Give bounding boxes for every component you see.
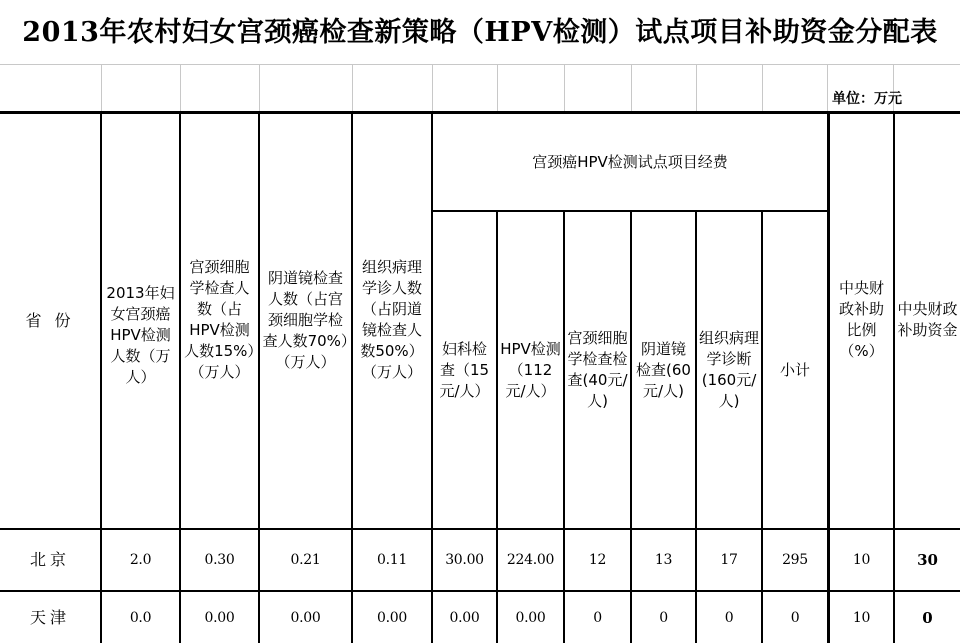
table-cell: 17 (720, 552, 738, 568)
header-colposcopy-count: 阴道镜检查人数（占宫颈细胞学检查人数70%）（万人） (262, 268, 349, 371)
table-cell: 0.00 (449, 609, 480, 626)
header-cytology-count: 宫颈细胞学检查人数（占HPV检测人数15%）（万人） (184, 258, 255, 381)
table-cell: 0.00 (204, 609, 235, 626)
table-cell: 12 (588, 552, 607, 568)
sheet-row-divider (0, 64, 960, 65)
sheet-col-divider (762, 64, 763, 112)
table-cell: 0 (724, 609, 734, 626)
header-gyn-exam: 妇科检查（15元/人） (439, 339, 490, 400)
table-cell: 295 (782, 552, 808, 568)
table-cell: 0.11 (377, 552, 407, 568)
table-cell: 0 (593, 609, 602, 626)
header-colposcopy-exam: 阴道镜检查(60元/人) (636, 339, 691, 400)
sheet-col-divider (259, 64, 260, 112)
header-hpv-count: 2013年妇女宫颈癌HPV检测人数（万人） (106, 283, 175, 386)
header-central-ratio: 中央财政补助比例（%） (838, 279, 884, 360)
table-cell: 224.00 (506, 552, 555, 568)
table-cell: 0 (659, 609, 668, 626)
sheet-col-divider (564, 64, 565, 112)
header-central-funds: 中央财政补助资金 (897, 300, 958, 339)
header-cytology-exam: 宫颈细胞学检查检查(40元/人) (567, 329, 628, 410)
table-cell: 30.00 (445, 552, 484, 568)
unit-label: 单位：万元 (832, 91, 902, 107)
page-title: 2013年农村妇女宫颈癌检查新策略（HPV检测）试点项目补助资金分配表 (22, 17, 938, 48)
sheet-col-divider (432, 64, 433, 112)
table-cell: 0.00 (290, 609, 321, 626)
sheet-col-divider (827, 64, 828, 112)
table-cell: 0.0 (129, 609, 152, 626)
header-pathology-diag: 组织病理学诊断(160元/人) (699, 329, 760, 410)
table-cell: 0.00 (377, 609, 407, 626)
header-province: 省 份 (25, 310, 75, 330)
sheet-col-divider (631, 64, 632, 112)
header-funding-group: 宫颈癌HPV检测试点项目经费 (532, 152, 728, 171)
table-cell: 0 (790, 609, 800, 626)
header-hpv-test: HPV检测（112元/人） (500, 339, 561, 400)
table-cell: 10 (852, 609, 871, 626)
table-cell: 10 (852, 552, 871, 568)
sheet-col-divider (101, 64, 102, 112)
table-cell: 2.0 (129, 552, 152, 568)
table-cell: 0.00 (515, 609, 546, 626)
table-cell: 13 (654, 552, 673, 568)
table-row-province: 天津 (29, 607, 70, 627)
sheet-col-divider (696, 64, 697, 112)
header-pathology-count: 组织病理学诊人数（占阴道镜检查人数50%）（万人） (360, 258, 424, 381)
table-cell: 0.30 (204, 552, 235, 568)
table-row-province: 北京 (29, 550, 70, 569)
header-subtotal: 小计 (779, 360, 810, 379)
table-cell: 0.21 (290, 552, 321, 568)
sheet-col-divider (180, 64, 181, 112)
sheet-col-divider (352, 64, 353, 112)
table-cell-central-funds: 0 (922, 608, 933, 627)
sheet-col-divider (497, 64, 498, 112)
table-cell-central-funds: 30 (917, 551, 938, 569)
